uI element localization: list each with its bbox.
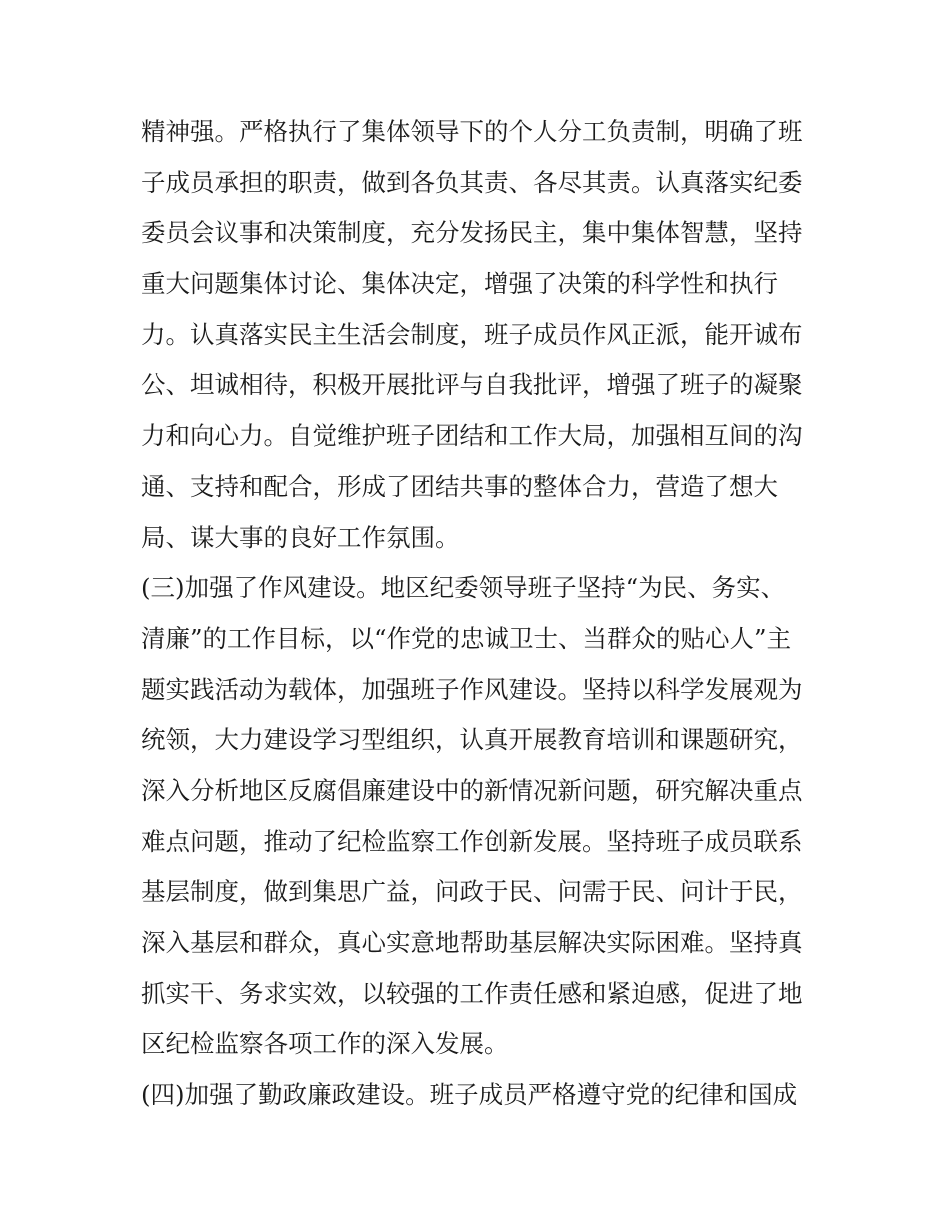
text-line: 公、坦诚相待，积极开展批评与自我批评，增强了班子的凝聚 — [141, 370, 803, 400]
text-line: 难点问题，推动了纪检监察工作创新发展。坚持班子成员联系 — [141, 826, 803, 856]
text-line: 力。认真落实民主生活会制度，班子成员作风正派，能开诚布 — [141, 319, 803, 349]
text-line: 深入分析地区反腐倡廉建设中的新情况新问题，研究解决重点 — [141, 775, 803, 805]
body-text — [141, 107, 821, 1121]
text-line: 局、谋大事的良好工作氛围。 — [141, 522, 460, 552]
section-heading-line: (四)加强了勤政廉政建设。班子成员严格遵守党的纪律和国成 — [141, 1080, 798, 1110]
section-heading-line: (三)加强了作风建设。地区纪委领导班子坚持“为民、务实、 — [141, 573, 786, 603]
text-line: 精神强。严格执行了集体领导下的个人分工负责制，明确了班 — [141, 117, 803, 146]
text-line: 深入基层和群众，真心实意地帮助基层解决实际困难。坚持真 — [141, 928, 803, 957]
text-line: 统领，大力建设学习型组织，认真开展教育培训和课题研究， — [141, 725, 803, 755]
text-line: 委员会议事和决策制度，充分发扬民主，集中集体智慧，坚持 — [141, 218, 803, 248]
text-line: 区纪检监察各项工作的深入发展。 — [141, 1029, 509, 1059]
text-line: 通、支持和配合，形成了团结共事的整体合力，营造了想大 — [141, 471, 778, 501]
text-line: 力和向心力。自觉维护班子团结和工作大局，加强相互间的沟 — [141, 421, 803, 451]
text-line: 基层制度，做到集思广益，问政于民、问需于民、问计于民， — [141, 877, 803, 907]
text-line: 重大问题集体讨论、集体决定，增强了决策的科学性和执行 — [141, 269, 778, 299]
text-line: 题实践活动为载体，加强班子作风建设。坚持以科学发展观为 — [141, 674, 803, 704]
text-line: 抓实干、务求实效，以较强的工作责任感和紧迫感，促进了地 — [141, 978, 803, 1008]
text-line: 子成员承担的职责，做到各负其责、各尽其责。认真落实纪委 — [141, 167, 803, 197]
text-line: 清廉”的工作目标，以“作党的忠诚卫士、当群众的贴心人”主 — [141, 623, 792, 653]
